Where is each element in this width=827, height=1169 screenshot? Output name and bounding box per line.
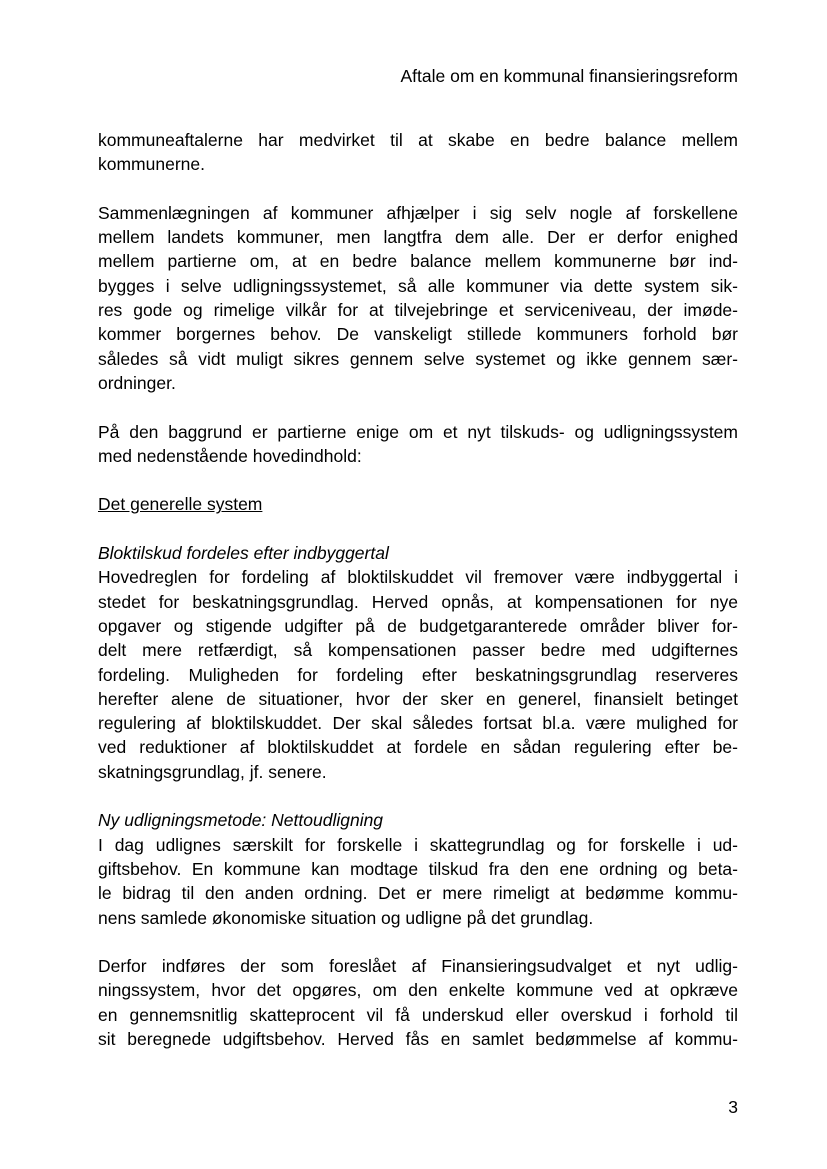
subsection-title: Ny udligningsmetode: Nettoudligning (98, 810, 384, 831)
text-line: mellem partierne om, at en bedre balance mellem kommunerne bør ind- (98, 251, 738, 272)
document-body (98, 128, 738, 1076)
running-header: Aftale om en kommunal finansieringsreform (400, 66, 738, 86)
subsection-title: Bloktilskud fordeles efter indbyggertal (98, 543, 389, 564)
text-line: kommer borgernes behov. De vanskeligt stillede kommuners forhold bør (98, 324, 738, 345)
text-line: mellem landets kommuner, men langtfra dem alle. Der er derfor enighed (98, 227, 738, 248)
text-line: stedet for beskatningsgrundlag. Herved opnås, at kompensationen for nye (98, 591, 738, 612)
text-line: giftsbehov. En kommune kan modtage tilskud fra den ene ordning og beta- (98, 858, 738, 879)
text-line: skatningsgrundlag, jf. senere. (98, 761, 327, 782)
paragraph (98, 128, 738, 177)
text-line: nens samlede økonomiske situation og udligne på det grundlag. (98, 907, 594, 928)
text-line: regulering af bloktilskuddet. Der skal således fortsat bl.a. være mulighed for (98, 713, 738, 734)
paragraph (98, 201, 738, 395)
paragraph (98, 808, 738, 929)
text-line: Det generelle system (98, 494, 263, 515)
text-line: ningssystem, hvor det opgøres, om den enkelte kommune ved at opkræve (98, 980, 738, 1001)
text-line: Hovedreglen for fordeling af bloktilskuddet vil fremover være indbyggertal i (98, 567, 738, 588)
text-line: delt mere retfærdigt, så kompensationen passer bedre med udgifternes (98, 640, 738, 661)
text-line: Sammenlægningen af kommuner afhjælper i sig selv nogle af forskellene (98, 202, 738, 223)
text-line: sit beregnede udgiftsbehov. Herved fås en samlet bedømmelse af kommu- (98, 1028, 738, 1049)
text-line: ved reduktioner af bloktilskuddet at fordele en sådan regulering efter be- (98, 737, 738, 758)
paragraph (98, 420, 738, 469)
text-line: ordninger. (98, 372, 176, 393)
text-line: fordeling. Muligheden for fordeling efter beskatningsgrundlag reserveres (98, 664, 738, 685)
text-line: kommunerne. (98, 154, 205, 175)
text-line: I dag udlignes særskilt for forskelle i skattegrundlag og for forskelle i ud- (98, 834, 738, 855)
text-line: således så vidt muligt sikres gennem selve systemet og ikke gennem sær- (98, 348, 738, 369)
section-heading (98, 492, 738, 516)
text-line: opgaver og stigende udgifter på de budgetgaranterede områder bliver for- (98, 615, 738, 636)
paragraph (98, 954, 738, 1051)
text-line: le bidrag til den anden ordning. Det er mere rimeligt at bedømme kommu- (98, 883, 738, 904)
text-line: bygges i selve udligningssystemet, så alle kommuner via dette system sik- (98, 275, 738, 296)
text-line: Derfor indføres der som foreslået af Finansieringsudvalget et nyt udlig- (98, 956, 738, 977)
text-line: en gennemsnitlig skatteprocent vil få underskud eller overskud i forhold til (98, 1004, 738, 1025)
page-number: 3 (728, 1097, 738, 1117)
text-line: res gode og rimelige vilkår for at tilvejebringe et serviceniveau, der imøde- (98, 300, 738, 321)
text-line: herefter alene de situationer, hvor der sker en generel, finansielt betinget (98, 688, 738, 709)
text-line: kommuneaftalerne har medvirket til at skabe en bedre balance mellem (98, 130, 738, 150)
text-line: På den baggrund er partierne enige om et nyt tilskuds- og udligningssystem (98, 421, 738, 442)
text-line: med nedenstående hovedindhold: (98, 445, 362, 466)
paragraph (98, 541, 738, 784)
